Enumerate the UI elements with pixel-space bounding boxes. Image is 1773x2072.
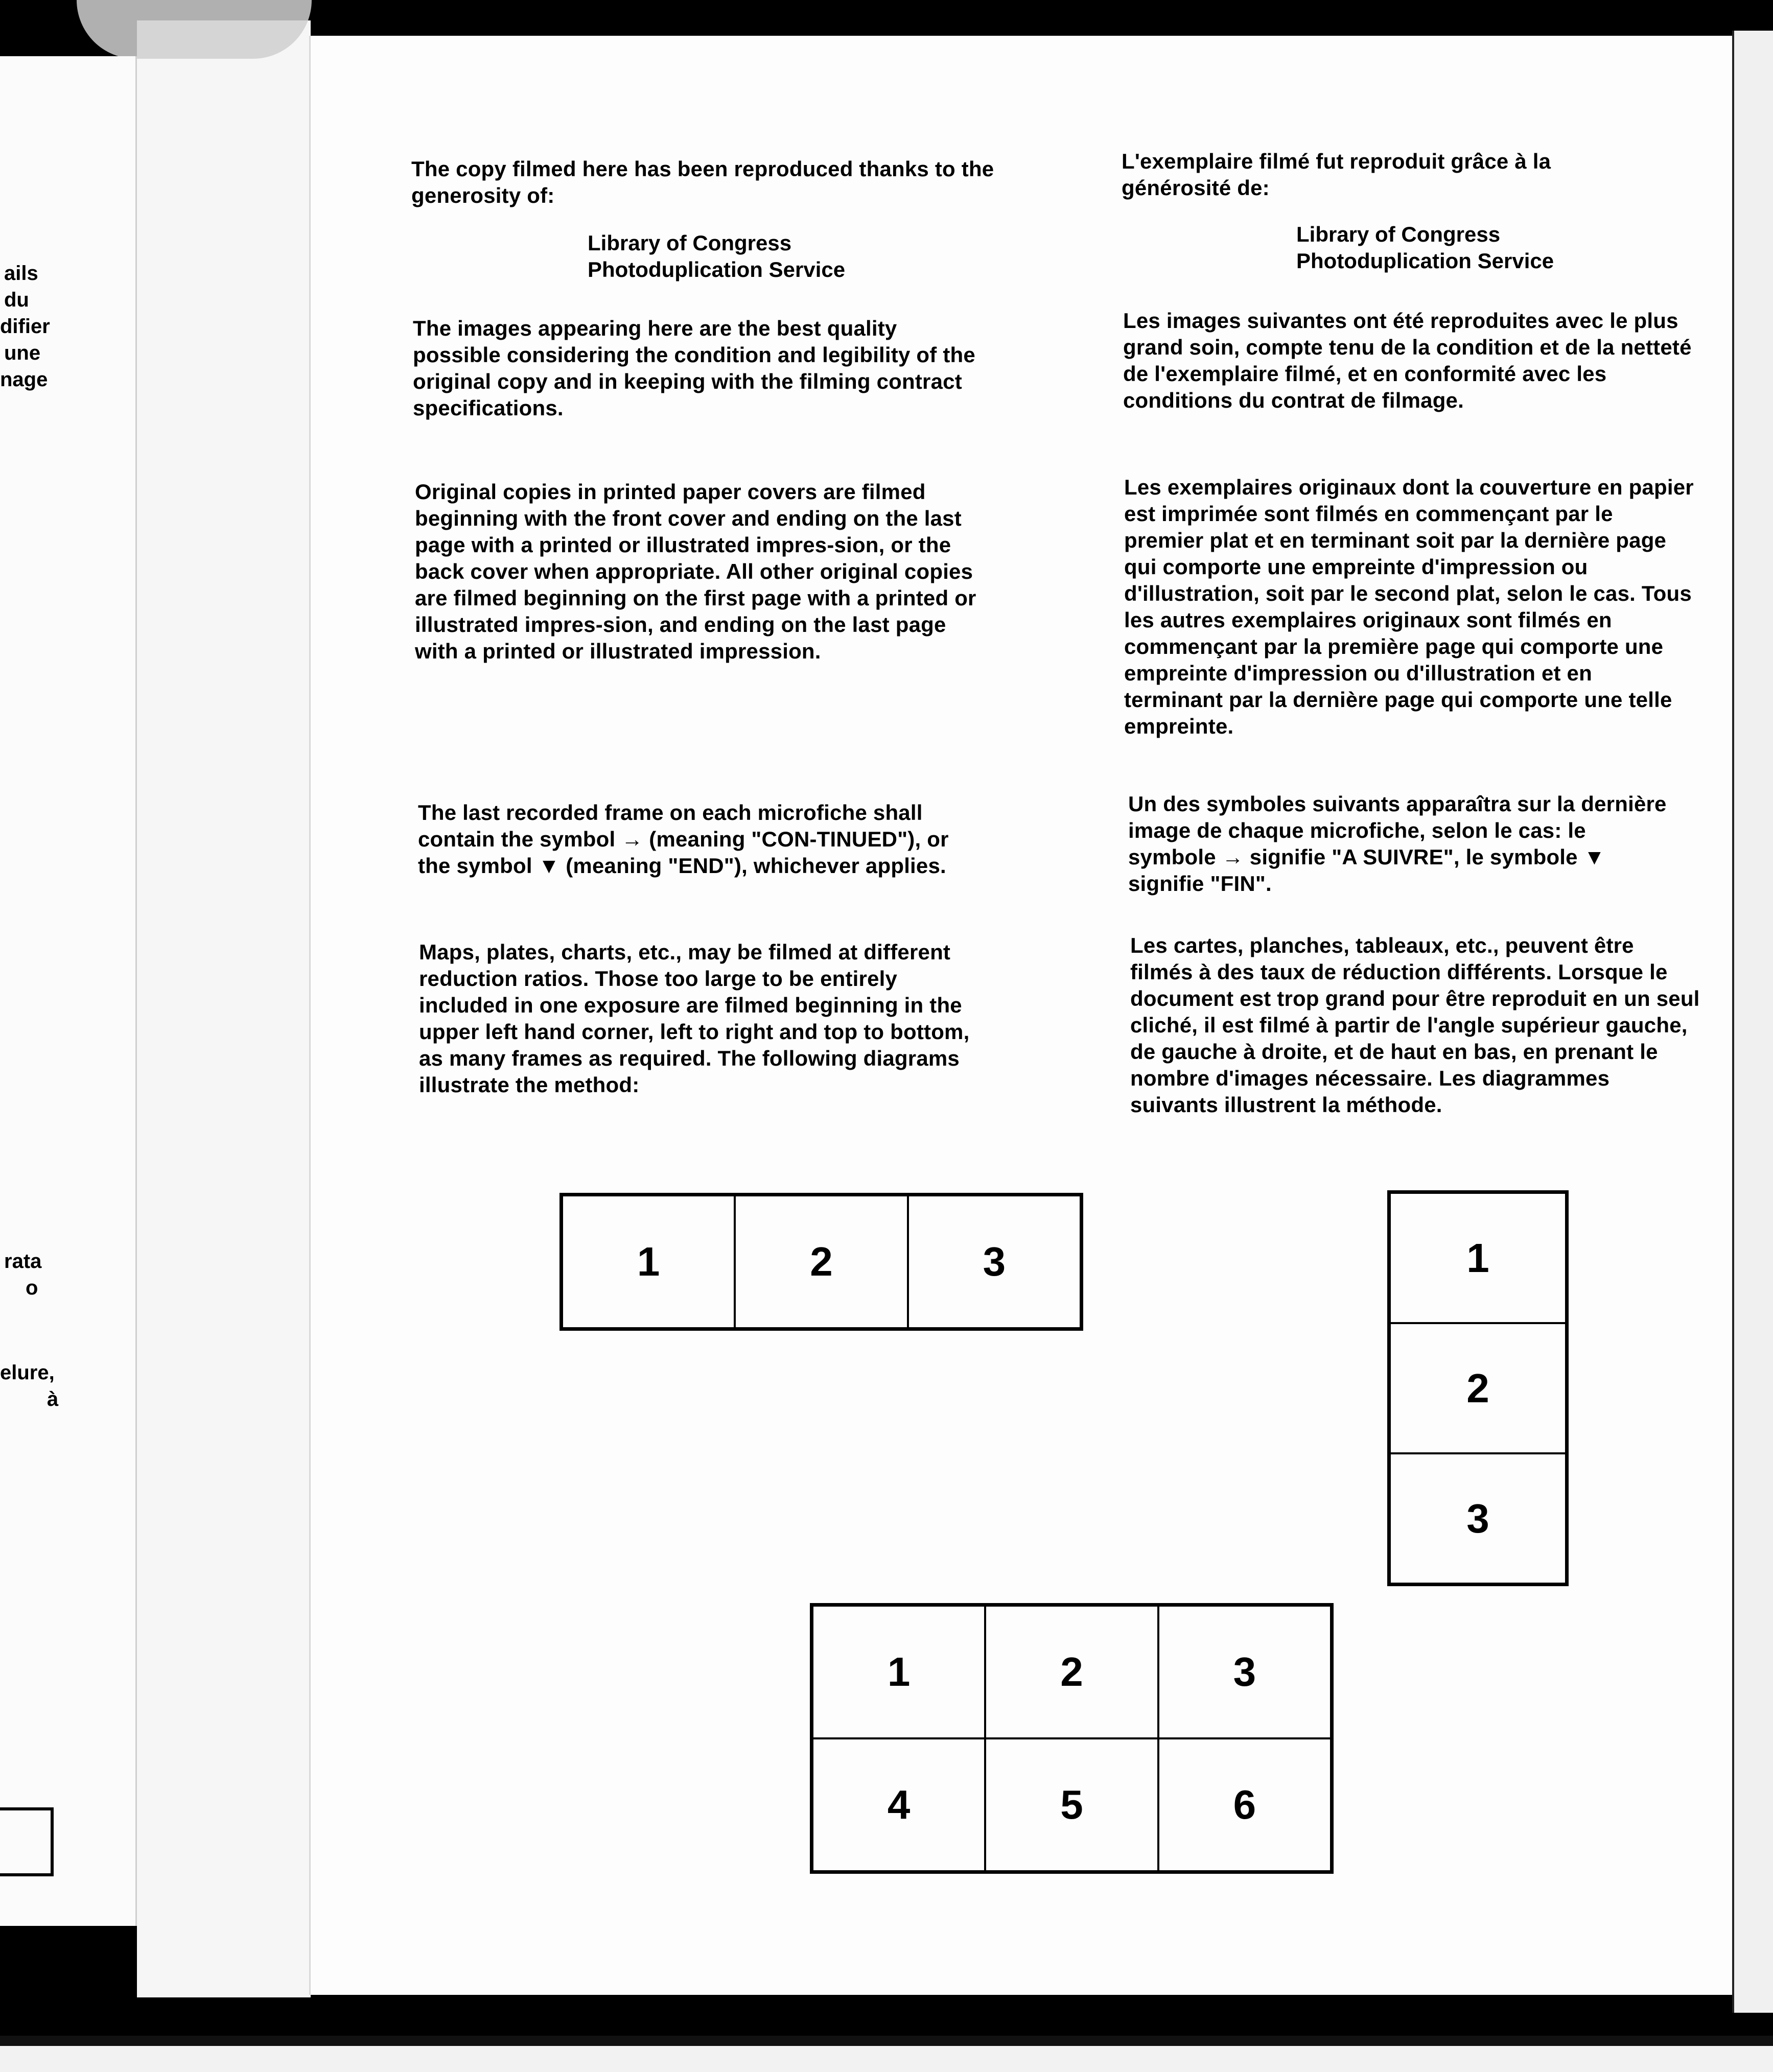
arrow-icon: → — [1222, 845, 1244, 869]
french-symbol-paragraph — [1128, 791, 1670, 897]
english-service: Photoduplication Service — [588, 257, 846, 281]
diagram-frame: 2 — [1389, 1322, 1567, 1454]
left-fragment: ails — [4, 262, 38, 285]
english-symbol-text-1: The last recorded frame on each microfiche shall contain the symbol — [418, 800, 923, 851]
english-original-paragraph: Original copies in printed paper covers are filmed beginning with the front cover and ending on the last page with a printed or illustrated impres-sion, or the back cover when appropriate. All other original copies are filmed beginning on the first page with a printed or illustrated impres-sion, and ending on the last page with a printed or illustrated impression. — [415, 480, 976, 663]
left-fragment: nage — [0, 368, 48, 391]
french-symbol-text-3: signifie "FIN". — [1128, 872, 1272, 896]
diagram-frame: 1 — [561, 1194, 736, 1329]
grid-frame-diagram — [810, 1603, 1334, 1874]
triangle-icon: ▼ — [538, 854, 560, 878]
left-fragment: rata — [4, 1250, 42, 1273]
diagram-frame: 1 — [811, 1605, 986, 1739]
diagram-frame: 2 — [734, 1194, 908, 1329]
french-symbol-text-2: signifie "A SUIVRE", le symbole — [1249, 845, 1578, 869]
french-original-paragraph: Les exemplaires originaux dont la couverture en papier est imprimée sont filmés en commençant par le premier plat et en terminant soit par la dernière page qui comporte une empreinte d'impression ou d'illustration, soit par le second plat, selon le cas. Tous les autres exemplaires originaux sont filmés en commençant par la première page qui comporte une empreinte d'impression ou d'illustration et en terminant par la dernière page qui comporte une telle empreinte. — [1124, 475, 1694, 738]
english-library: Library of Congress — [588, 231, 792, 255]
french-quality-paragraph: Les images suivantes ont été reproduites avec le plus grand soin, compte tenu de la condition et de la netteté de l'exemplaire filmé, et en conformité avec les conditions du contrat de filmage. — [1123, 309, 1692, 412]
left-fragment: à — [47, 1388, 59, 1410]
left-fragment: une — [4, 342, 41, 364]
arrow-icon: → — [621, 827, 643, 851]
diagram-frame: 3 — [1157, 1605, 1332, 1739]
horizontal-frame-diagram — [559, 1193, 1083, 1331]
previous-page-edge — [0, 56, 137, 1959]
left-fragment: 32X — [0, 1937, 37, 1959]
diagram-frame: 3 — [1389, 1452, 1567, 1585]
english-quality-paragraph: The images appearing here are the best quality possible considering the condition and legibility of the original copy and in keeping with the filming contract specifications. — [413, 316, 975, 420]
diagram-frame: 2 — [984, 1605, 1159, 1739]
page-right-edge — [1732, 31, 1773, 2013]
french-library: Library of Congress — [1296, 222, 1501, 246]
diagram-frame: 3 — [907, 1194, 1082, 1329]
film-artifact — [77, 0, 312, 59]
french-maps-paragraph: Les cartes, planches, tableaux, etc., peuvent être filmés à des taux de réduction différents. Lorsque le document est trop grand pour être reproduit en un seul cliché, il est filmé à partir de l'angle supérieur gauche, de gauche à droite, et de haut en bas, en prenant le nombre d'images nécessaire. Les diagrammes suivants illustrent la méthode. — [1130, 933, 1700, 1117]
diagram-frame: 5 — [984, 1737, 1159, 1872]
english-symbol-paragraph — [418, 799, 980, 879]
english-symbol-text-3: (meaning "END"), whichever applies. — [566, 854, 946, 878]
english-maps-paragraph: Maps, plates, charts, etc., may be filmed at different reduction ratios. Those too large to be entirely included in one exposure are filmed beginning in the upper left hand corner, left to right and top to bottom, as many frames as required. The following diagrams illustrate the method: — [419, 940, 970, 1097]
triangle-icon: ▼ — [1583, 845, 1605, 869]
french-intro: L'exemplaire filmé fut reproduit grâce à la générosité de: — [1122, 149, 1551, 200]
diagram-frame: 4 — [811, 1737, 986, 1872]
reduction-scale-box — [0, 1807, 54, 1876]
vertical-frame-diagram — [1387, 1190, 1569, 1586]
french-symbol-text-1: Un des symboles suivants apparaîtra sur la dernière image de chaque microfiche, selon le cas: le symbole — [1128, 792, 1667, 869]
left-fragment: o — [26, 1277, 38, 1299]
diagram-frame: 1 — [1389, 1192, 1567, 1324]
page-gutter — [137, 20, 311, 1997]
left-fragment: elure, — [0, 1361, 55, 1384]
left-fragment: difier — [0, 315, 50, 338]
diagram-frame: 6 — [1157, 1737, 1332, 1872]
english-symbol-text-2: (meaning "CON-TINUED"), or the symbol — [418, 827, 949, 878]
left-fragment: du — [4, 289, 29, 311]
english-intro: The copy filmed here has been reproduced thanks to the generosity of: — [411, 157, 994, 207]
french-service: Photoduplication Service — [1296, 249, 1554, 273]
film-bottom-band — [0, 2036, 1773, 2072]
